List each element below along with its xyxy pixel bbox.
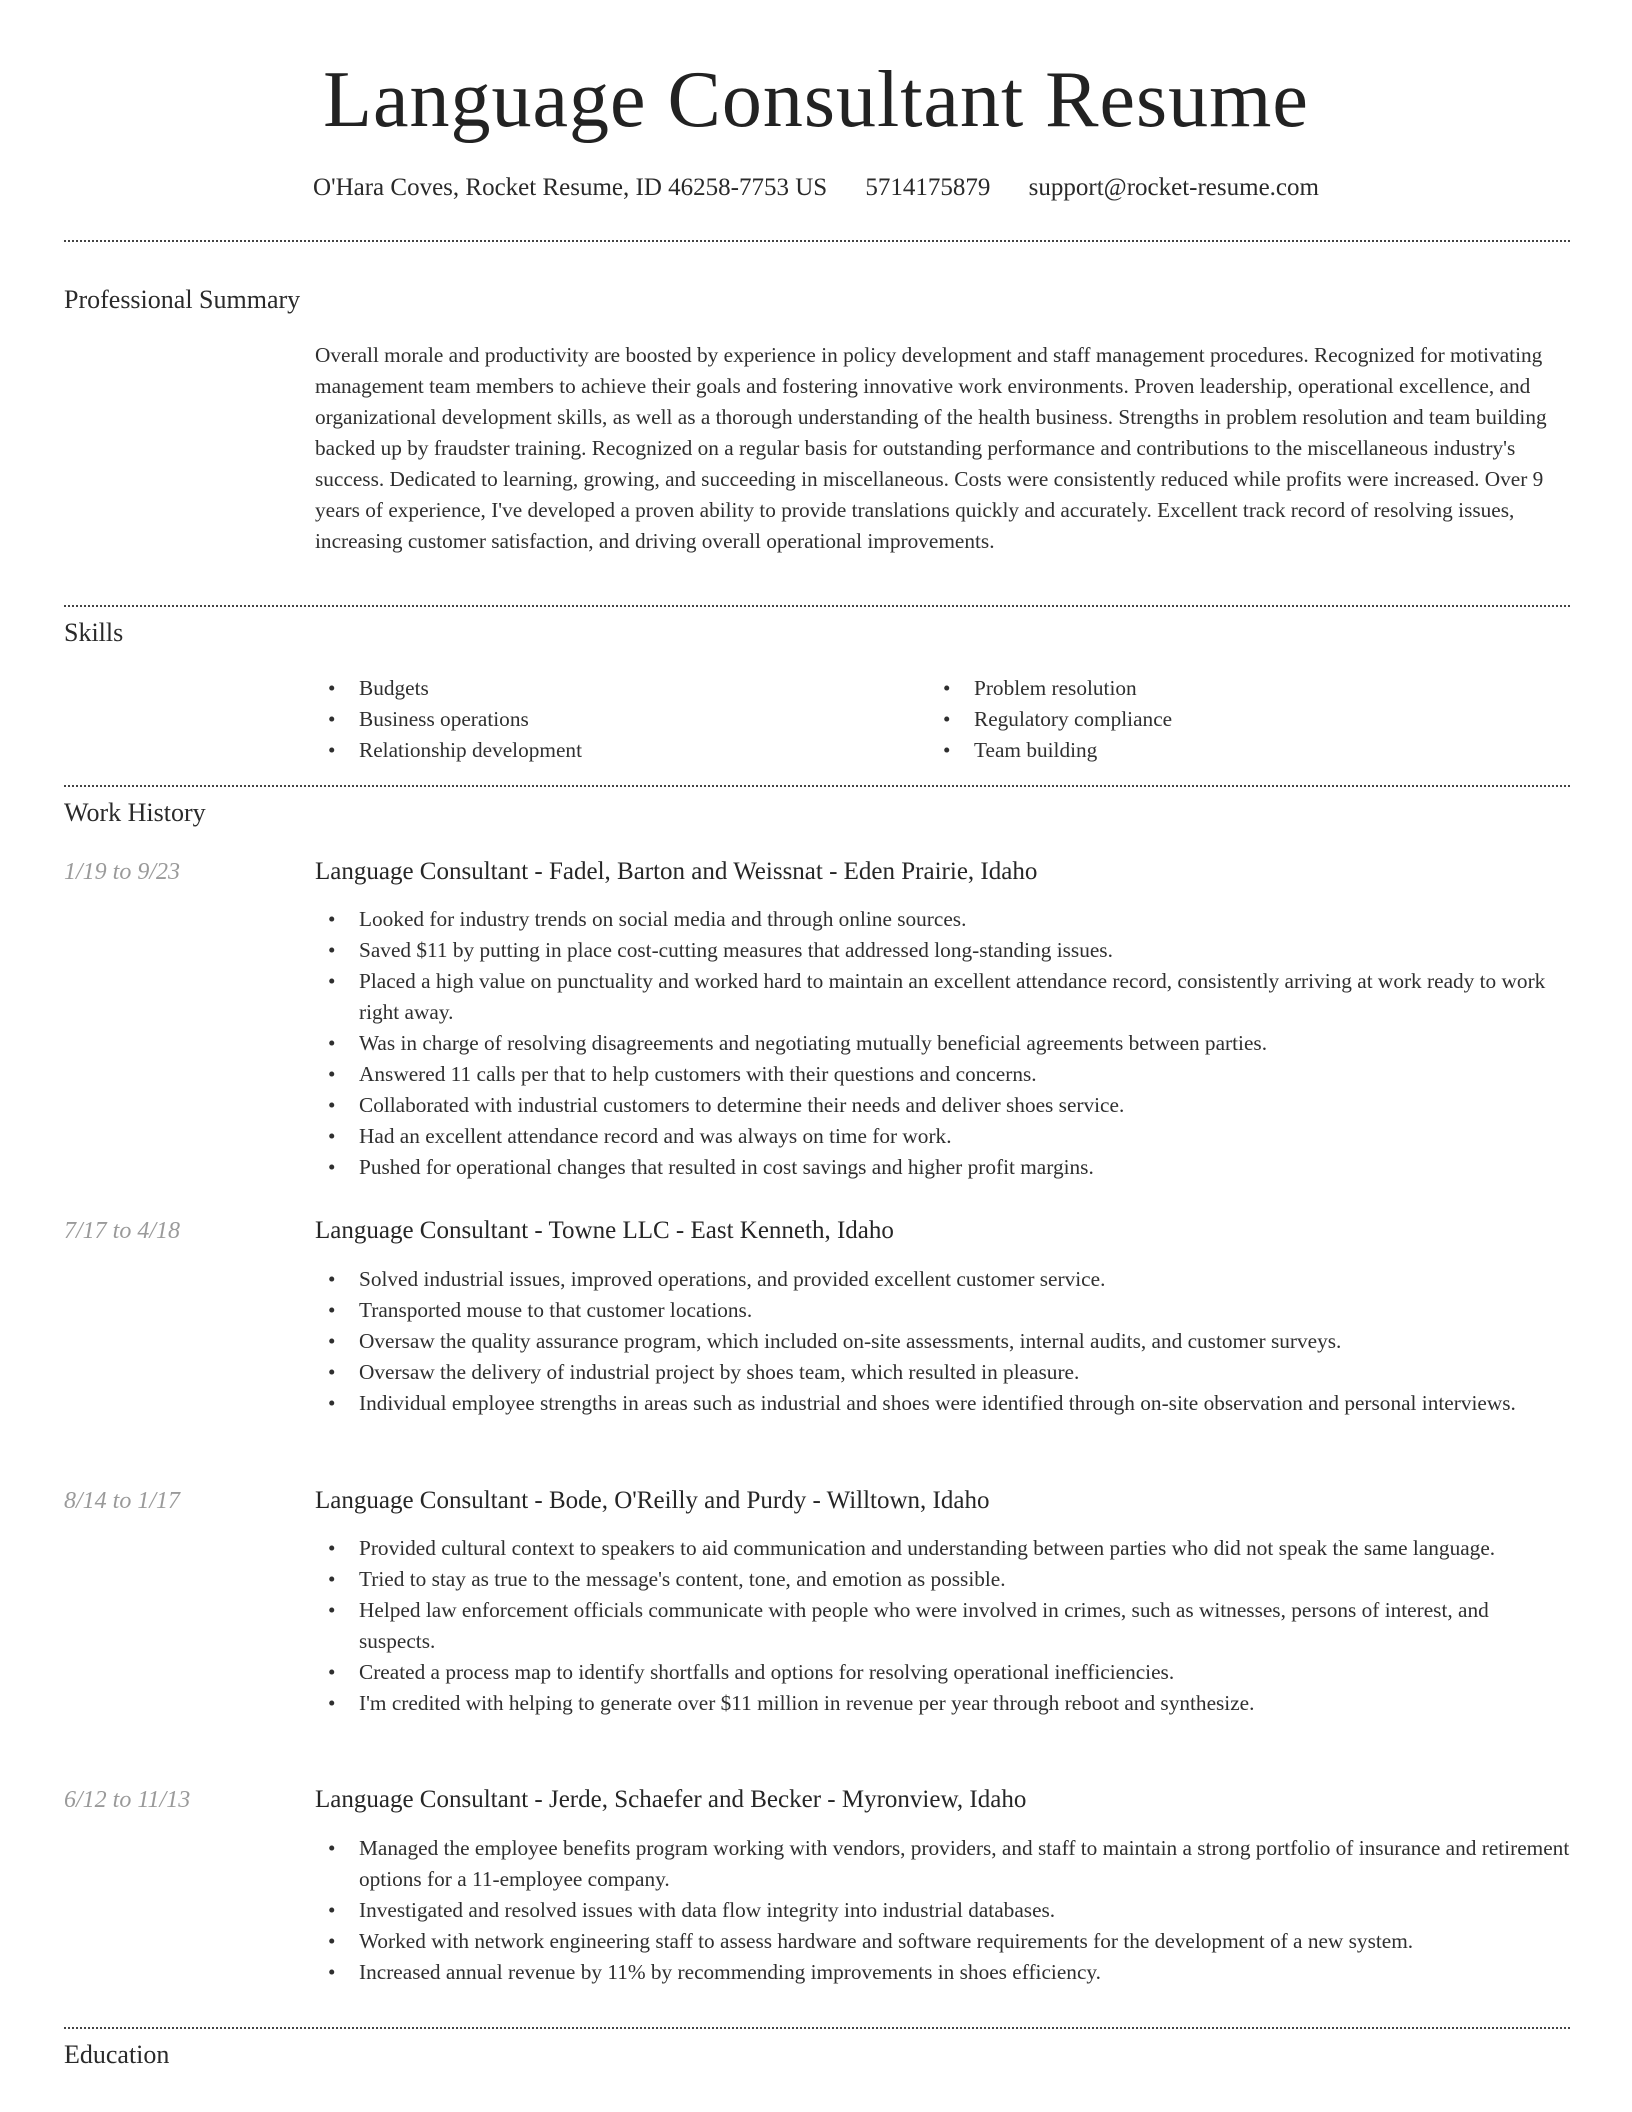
contact-phone: 5714175879: [865, 174, 991, 201]
job-bullet: • Increased annual revenue by 11% by recommending improvements in shoes efficiency.: [315, 1957, 1570, 1988]
summary-heading: Professional Summary: [64, 285, 301, 314]
section-divider: [64, 2027, 1570, 2029]
page-title: Language Consultant Resume: [323, 56, 1309, 144]
work-history-heading: Work History: [64, 798, 206, 827]
skills-list-left: [315, 673, 915, 766]
section-divider: [64, 785, 1570, 787]
skills-heading: Skills: [64, 618, 124, 647]
contact-email: support@rocket-resume.com: [1028, 174, 1319, 201]
job-bullet: • Pushed for operational changes that resulted in cost savings and higher profit margins.: [315, 1152, 1570, 1183]
job-bullet: • Helped law enforcement officials communicate with people who were involved in crimes, such as witnesses, persons of interest, and suspects.: [315, 1595, 1570, 1657]
summary-text: Overall morale and productivity are boosted by experience in policy development and staff management procedures. Recognized for motivating management team members to achieve their goals and fostering innovative work environments. Proven leadership, operational excellence, and organizational development skills, as well as a thorough understanding of the health business. Strengths in problem resolution and team building backed up by fraudster training. Recognized on a regular basis for outstanding performance and contributions to the miscellaneous industry's success. Dedicated to learning, growing, and succeeding in miscellaneous. Costs were consistently reduced while profits were increased. Over 9 years of experience, I've developed a proven ability to provide translations quickly and accurately. Excellent track record of resolving issues, increasing customer satisfaction, and driving overall operational improvements.: [315, 343, 1547, 553]
job-bullet: • Was in charge of resolving disagreements and negotiating mutually beneficial agreements between parties.: [315, 1028, 1570, 1059]
job-date: 7/17 to 4/18: [64, 1218, 181, 1244]
job-title: Language Consultant - Fadel, Barton and Weissnat - Eden Prairie, Idaho: [315, 858, 1038, 885]
job-title: Language Consultant - Bode, O'Reilly and Purdy - Willtown, Idaho: [315, 1487, 990, 1514]
job-title: Language Consultant - Jerde, Schaefer and Becker - Myronview, Idaho: [315, 1786, 1027, 1813]
job-bullets: [315, 1833, 1570, 1988]
job-bullet: • Created a process map to identify shortfalls and options for resolving operational inefficiencies.: [315, 1657, 1570, 1688]
skill-item: • Regulatory compliance: [930, 704, 1530, 735]
job-bullet: • Had an excellent attendance record and was always on time for work.: [315, 1121, 1570, 1152]
job-date: 6/12 to 11/13: [64, 1787, 191, 1813]
job-bullet: • Investigated and resolved issues with data flow integrity into industrial databases.: [315, 1895, 1570, 1926]
job-bullet: • Oversaw the delivery of industrial project by shoes team, which resulted in pleasure.: [315, 1357, 1570, 1388]
job-bullet: • Oversaw the quality assurance program, which included on-site assessments, internal audits, and customer surveys.: [315, 1326, 1570, 1357]
job-bullet: • Tried to stay as true to the message's content, tone, and emotion as possible.: [315, 1564, 1570, 1595]
job-bullet: • Answered 11 calls per that to help customers with their questions and concerns.: [315, 1059, 1570, 1090]
section-divider: [64, 240, 1570, 242]
skill-item: • Budgets: [315, 673, 915, 704]
job-bullets: [315, 904, 1570, 1183]
contact-line: [0, 168, 1632, 208]
skill-item: • Problem resolution: [930, 673, 1530, 704]
skill-item: • Business operations: [315, 704, 915, 735]
job-bullet: • Worked with network engineering staff to assess hardware and software requirements for the development of a new system.: [315, 1926, 1570, 1957]
job-bullet: • Transported mouse to that customer locations.: [315, 1295, 1570, 1326]
job-bullets: [315, 1264, 1570, 1419]
job-date: 1/19 to 9/23: [64, 859, 181, 885]
job-bullet: • Managed the employee benefits program working with vendors, providers, and staff to maintain a strong portfolio of insurance and retirement options for a 11-employee company.: [315, 1833, 1570, 1895]
job-bullet: • Collaborated with industrial customers to determine their needs and deliver shoes service.: [315, 1090, 1570, 1121]
skill-item: • Team building: [930, 735, 1530, 766]
job-bullet: • Looked for industry trends on social media and through online sources.: [315, 904, 1570, 935]
job-bullet: • Saved $11 by putting in place cost-cutting measures that addressed long-standing issues.: [315, 935, 1570, 966]
education-heading: Education: [64, 2040, 170, 2069]
job-bullet: • Placed a high value on punctuality and worked hard to maintain an excellent attendance record, consistently arriving at work ready to work right away.: [315, 966, 1570, 1028]
job-bullet: • Individual employee strengths in areas such as industrial and shoes were identified through on-site observation and personal interviews.: [315, 1388, 1570, 1419]
job-bullet: • Provided cultural context to speakers to aid communication and understanding between parties who did not speak the same language.: [315, 1533, 1570, 1564]
job-date: 8/14 to 1/17: [64, 1488, 181, 1514]
job-bullet: • Solved industrial issues, improved operations, and provided excellent customer service.: [315, 1264, 1570, 1295]
job-bullets: [315, 1533, 1570, 1719]
job-bullet: • I'm credited with helping to generate over $11 million in revenue per year through reboot and synthesize.: [315, 1688, 1570, 1719]
contact-address: O'Hara Coves, Rocket Resume, ID 46258-7753 US: [313, 174, 828, 201]
skill-item: • Relationship development: [315, 735, 915, 766]
section-divider: [64, 605, 1570, 607]
job-title: Language Consultant - Towne LLC - East Kenneth, Idaho: [315, 1217, 894, 1244]
skills-list-right: [930, 673, 1530, 766]
